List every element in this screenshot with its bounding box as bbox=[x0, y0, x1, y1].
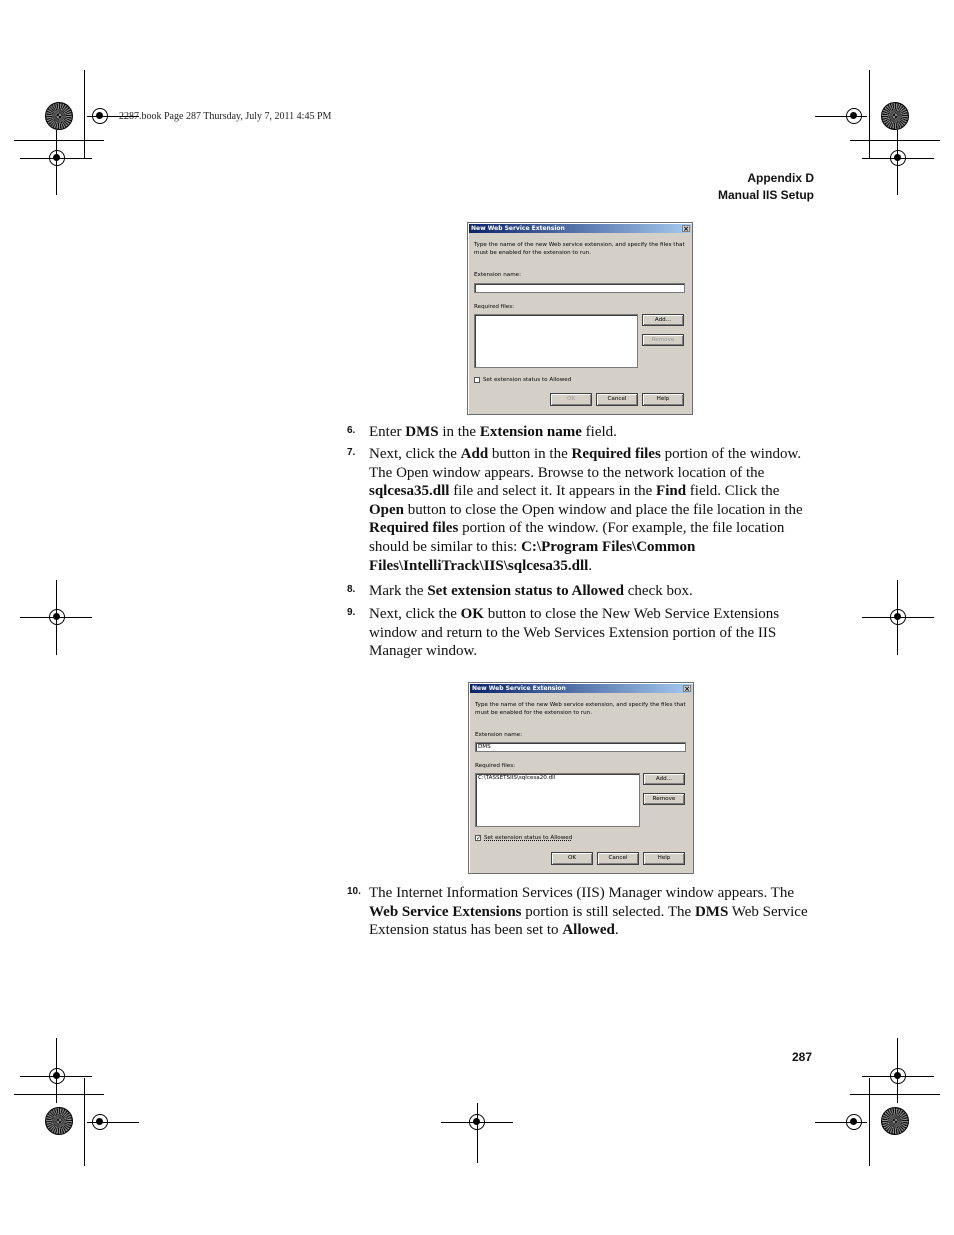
required-files-list[interactable] bbox=[474, 314, 638, 368]
ok-button[interactable]: OK bbox=[551, 852, 593, 865]
close-icon[interactable]: × bbox=[684, 685, 690, 693]
page-number: 287 bbox=[792, 1050, 813, 1064]
extension-name-input[interactable]: DMS bbox=[475, 742, 686, 752]
print-slug: 2287.book Page 287 Thursday, July 7, 2011 4:45 PM bbox=[119, 111, 332, 122]
cancel-button[interactable]: Cancel bbox=[596, 393, 638, 406]
step-number: 9. bbox=[347, 607, 356, 618]
cancel-button[interactable]: Cancel bbox=[597, 852, 639, 865]
step-text: Next, click the Add button in the Required files portion of the window. The Open window appears. Browse to the network location of the sqlcesa35.dll file and select it. It appears in the Find field. Click the Open button to close the Open window and place the file location in the Required files portion of the window. (For example, the file location should be similar to this: C:\Program Files\Common Files\IntelliTrack\IIS\sqlcesa35.dll. bbox=[369, 446, 803, 574]
new-web-service-extension-dialog-filled bbox=[468, 682, 694, 874]
step-text: Mark the Set extension status to Allowed check box. bbox=[369, 583, 693, 599]
dialog-instructions-continued: must be enabled for the extension to run. bbox=[474, 250, 591, 256]
dialog-titlebar bbox=[469, 224, 691, 233]
step-text: The Internet Information Services (IIS) Manager window appears. The Web Service Extensions portion is still selected. The DMS Web Service Extension status has been set to Allowed. bbox=[369, 885, 808, 939]
remove-button[interactable]: Remove bbox=[643, 793, 685, 805]
add-button[interactable]: Add... bbox=[643, 773, 685, 785]
help-button[interactable]: Help bbox=[642, 393, 684, 406]
required-files-label: Required files: bbox=[474, 304, 514, 310]
required-files-list[interactable]: C:\TASSETSIIS\sqlcesa20.dll bbox=[475, 773, 640, 827]
ok-button[interactable]: OK bbox=[550, 393, 592, 406]
remove-button[interactable]: Remove bbox=[642, 334, 684, 346]
step-text: Next, click the OK button to close the New Web Service Extensions window and return to the Web Services Extension portion of the IIS Manager window. bbox=[369, 606, 780, 660]
step-number: 7. bbox=[347, 447, 356, 458]
step-number: 6. bbox=[347, 425, 356, 436]
extension-name-input[interactable] bbox=[474, 283, 685, 293]
new-web-service-extension-dialog-empty bbox=[467, 222, 693, 415]
close-icon[interactable]: × bbox=[683, 225, 689, 233]
allowed-checkbox[interactable]: ✓ bbox=[476, 835, 482, 842]
step-text: Enter DMS in the Extension name field. bbox=[369, 424, 617, 440]
dialog-title: New Web Service Extension bbox=[472, 685, 566, 692]
extension-name-label: Extension name: bbox=[474, 272, 521, 278]
allowed-checkbox[interactable] bbox=[474, 377, 480, 383]
step-number: 10. bbox=[347, 886, 361, 897]
dialog-instructions-continued: must be enabled for the extension to run. bbox=[475, 710, 592, 716]
allowed-checkbox-label: Set extension status to Allowed bbox=[483, 377, 572, 383]
step-number: 8. bbox=[347, 584, 356, 595]
running-head-section: Appendix D bbox=[747, 171, 814, 185]
extension-name-label: Extension name: bbox=[475, 732, 522, 738]
required-files-label: Required files: bbox=[475, 763, 515, 769]
help-button[interactable]: Help bbox=[643, 852, 685, 865]
allowed-checkbox-label: Set extension status to Allowed bbox=[484, 835, 573, 841]
running-head-title: Manual IIS Setup bbox=[717, 188, 814, 202]
add-button[interactable]: Add... bbox=[642, 314, 684, 326]
dialog-titlebar bbox=[470, 684, 692, 693]
dialog-title: New Web Service Extension bbox=[471, 225, 565, 232]
dialog-instructions: Type the name of the new Web service extension, and specify the files that bbox=[474, 242, 685, 248]
dialog-instructions: Type the name of the new Web service extension, and specify the files that bbox=[475, 702, 686, 708]
